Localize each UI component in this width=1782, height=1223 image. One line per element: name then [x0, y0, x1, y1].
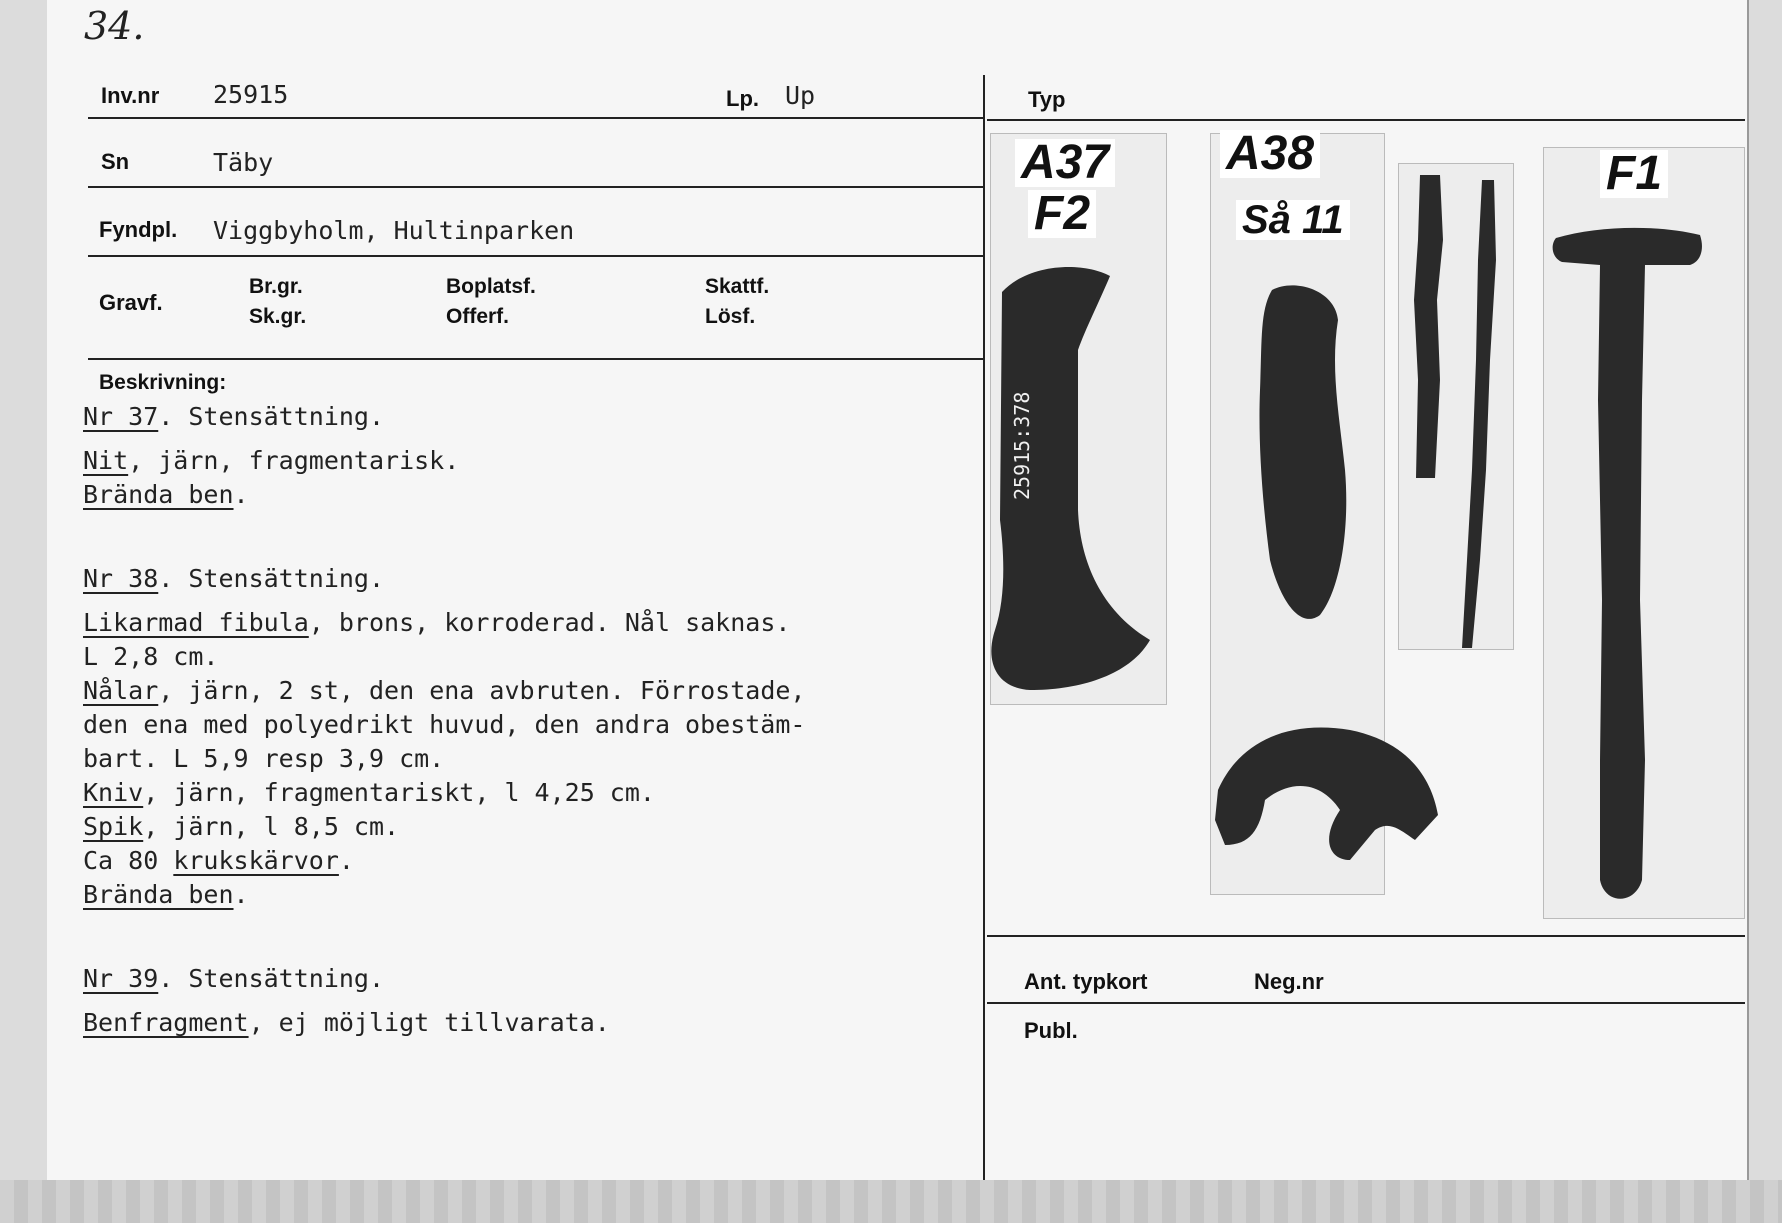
lp-value: Up: [785, 81, 816, 110]
nr37-title: Nr 37. Stensättning.: [83, 402, 385, 431]
brgr-label: Br.gr.: [249, 275, 303, 298]
typ-label: Typ: [1028, 87, 1066, 112]
nr38-line: bart. L 5,9 resp 3,9 cm.: [83, 744, 445, 773]
nr37-line: Brända ben.: [83, 480, 249, 509]
tag-f2: F2: [1028, 190, 1096, 238]
tag-f1: F1: [1600, 150, 1668, 198]
sn-label: Sn: [101, 149, 130, 174]
nr38-line: den ena med polyedrikt huvud, den andra obestäm-: [83, 710, 806, 739]
nr39-title: Nr 39. Stensättning.: [83, 964, 385, 993]
negnr-label: Neg.nr: [1254, 969, 1324, 994]
inv-label: Inv.nr: [101, 83, 160, 108]
tag-sa11: Så 11: [1236, 200, 1350, 240]
offerf-label: Offerf.: [446, 305, 509, 328]
sn-value: Täby: [213, 148, 274, 177]
nr38-line: Ca 80 krukskärvor.: [83, 846, 354, 875]
nr38-line: Brända ben.: [83, 880, 249, 909]
nr39-line: Benfragment, ej möjligt tillvarata.: [83, 1008, 610, 1037]
nail: [1553, 228, 1702, 899]
nr38-line: L 2,8 cm.: [83, 642, 219, 671]
skattf-label: Skattf.: [705, 275, 770, 298]
needle-2: [1462, 180, 1496, 648]
nr38-line: Spik, järn, l 8,5 cm.: [83, 812, 400, 841]
ant-typkort-label: Ant. typkort: [1024, 969, 1148, 994]
beskrivning-label: Beskrivning:: [99, 371, 227, 394]
skgr-label: Sk.gr.: [249, 305, 307, 328]
fyndpl-label: Fyndpl.: [99, 217, 178, 242]
lp-label: Lp.: [726, 86, 759, 111]
nr37-line: Nit, järn, fragmentarisk.: [83, 446, 460, 475]
tag-a37: A37: [1015, 139, 1115, 187]
boplatsf-label: Boplatsf.: [446, 275, 536, 298]
gravf-label: Gravf.: [99, 290, 163, 315]
tag-a38: A38: [1220, 130, 1320, 178]
losf-label: Lösf.: [705, 305, 756, 328]
specimen-number: 25915:378: [1010, 391, 1034, 500]
nr38-line: Kniv, järn, fragmentariskt, l 4,25 cm.: [83, 778, 655, 807]
publ-label: Publ.: [1024, 1018, 1078, 1043]
nr38-line: Nålar, järn, 2 st, den ena avbruten. Förrostade,: [83, 676, 806, 705]
card-number: 34.: [84, 4, 145, 48]
fyndpl-value: Viggbyholm, Hultinparken: [213, 216, 575, 245]
nr38-title: Nr 38. Stensättning.: [83, 564, 385, 593]
fibula-fragment: [1259, 285, 1346, 619]
inv-value: 25915: [213, 80, 289, 109]
nr38-line: Likarmad fibula, brons, korroderad. Nål saknas.: [83, 608, 791, 637]
fibula-arch: [1215, 728, 1438, 861]
needle-1: [1414, 175, 1443, 478]
